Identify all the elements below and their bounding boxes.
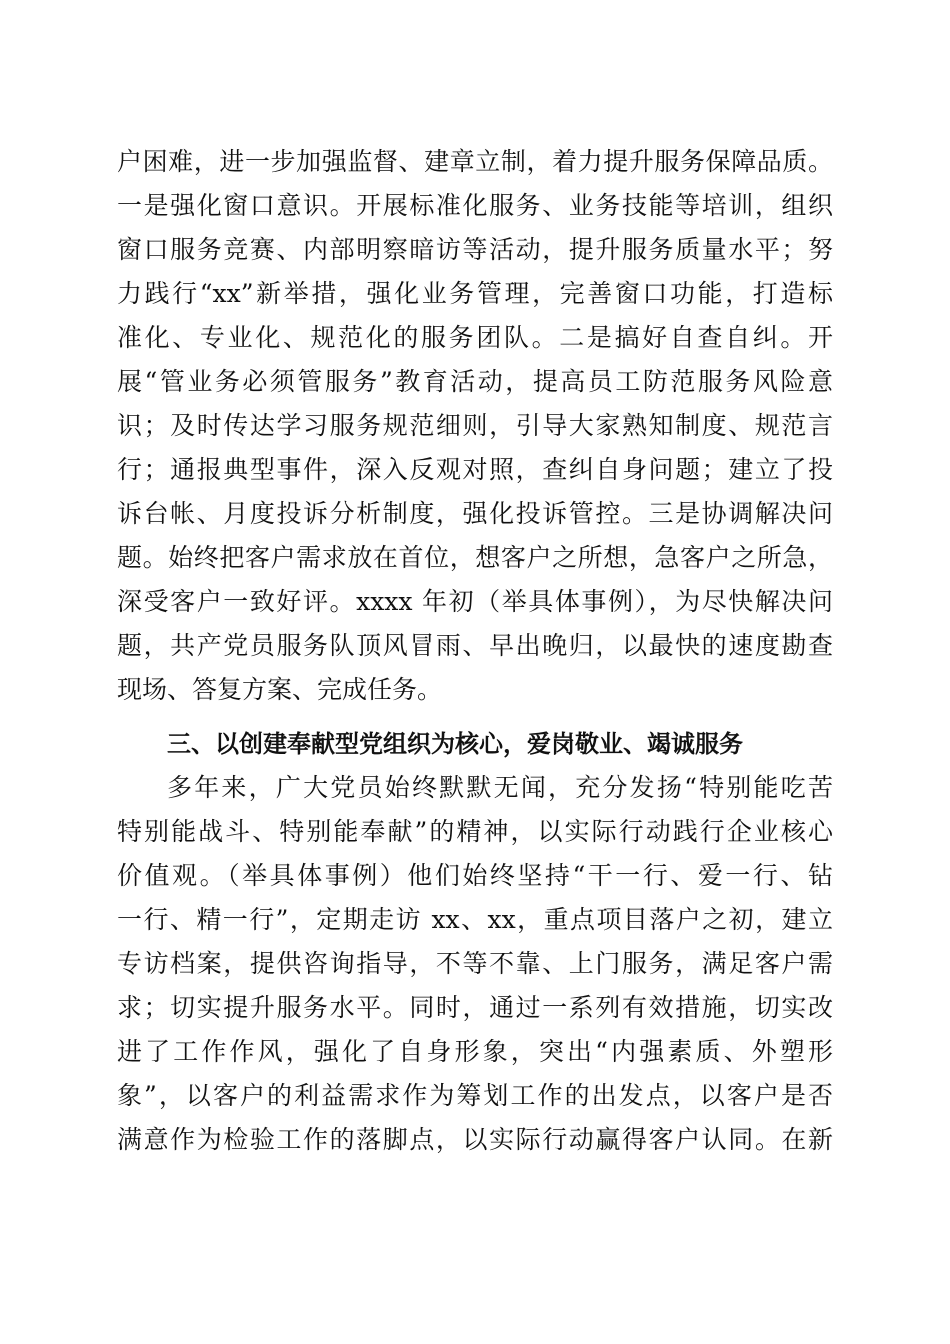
paragraph-line: 准化、专业化、规范化的服务团队。二是搞好自查自纠。开	[117, 323, 833, 352]
paragraph-line: 特别能战斗、特别能奉献”的精神，以实际行动践行企业核心	[117, 817, 833, 846]
paragraph-line: 求；切实提升服务水平。同时，通过一系列有效措施，切实改	[117, 993, 833, 1022]
paragraph-line: 行；通报典型事件，深入反观对照，查纠自身问题；建立了投	[117, 455, 833, 484]
paragraph-line: 满意作为检验工作的落脚点，以实际行动赢得客户认同。在新	[117, 1125, 833, 1154]
paragraph-line: 专访档案，提供咨询指导，不等不靠、上门服务，满足客户需	[117, 949, 833, 978]
section-heading: 三、以创建奉献型党组织为核心，爱岗敬业、竭诚服务	[167, 730, 743, 758]
paragraph-line: 力践行“xx”新举措，强化业务管理，完善窗口功能，打造标	[117, 279, 833, 308]
paragraph-line: 一行、精一行”，定期走访 xx、xx，重点项目落户之初，建立	[117, 905, 833, 934]
paragraph-line: 一是强化窗口意识。开展标准化服务、业务技能等培训，组织	[117, 191, 833, 220]
paragraph-line: 展“管业务必须管服务”教育活动，提高员工防范服务风险意	[117, 367, 833, 396]
paragraph-line: 象”，以客户的利益需求作为筹划工作的出发点，以客户是否	[117, 1081, 833, 1110]
paragraph-line: 价值观。（举具体事例）他们始终坚持“干一行、爱一行、钻	[117, 861, 833, 890]
paragraph-line: 深受客户一致好评。xxxx 年初（举具体事例），为尽快解决问	[117, 587, 833, 616]
paragraph-line: 进了工作作风，强化了自身形象，突出“内强素质、外塑形	[117, 1037, 833, 1066]
paragraph-line: 多年来，广大党员始终默默无闻，充分发扬“特别能吃苦	[167, 773, 833, 802]
paragraph-line: 诉台帐、月度投诉分析制度，强化投诉管控。三是协调解决问	[117, 499, 833, 528]
paragraph-line: 窗口服务竞赛、内部明察暗访等活动，提升服务质量水平；努	[117, 235, 833, 264]
paragraph-line: 题。始终把客户需求放在首位，想客户之所想，急客户之所急，	[117, 543, 833, 572]
paragraph-line: 户困难，进一步加强监督、建章立制，着力提升服务保障品质。	[117, 147, 833, 176]
paragraph-line: 题，共产党员服务队顶风冒雨、早出晚归，以最快的速度勘查	[117, 631, 833, 660]
paragraph-line: 现场、答复方案、完成任务。	[117, 675, 443, 704]
paragraph-line: 识；及时传达学习服务规范细则，引导大家熟知制度、规范言	[117, 411, 833, 440]
